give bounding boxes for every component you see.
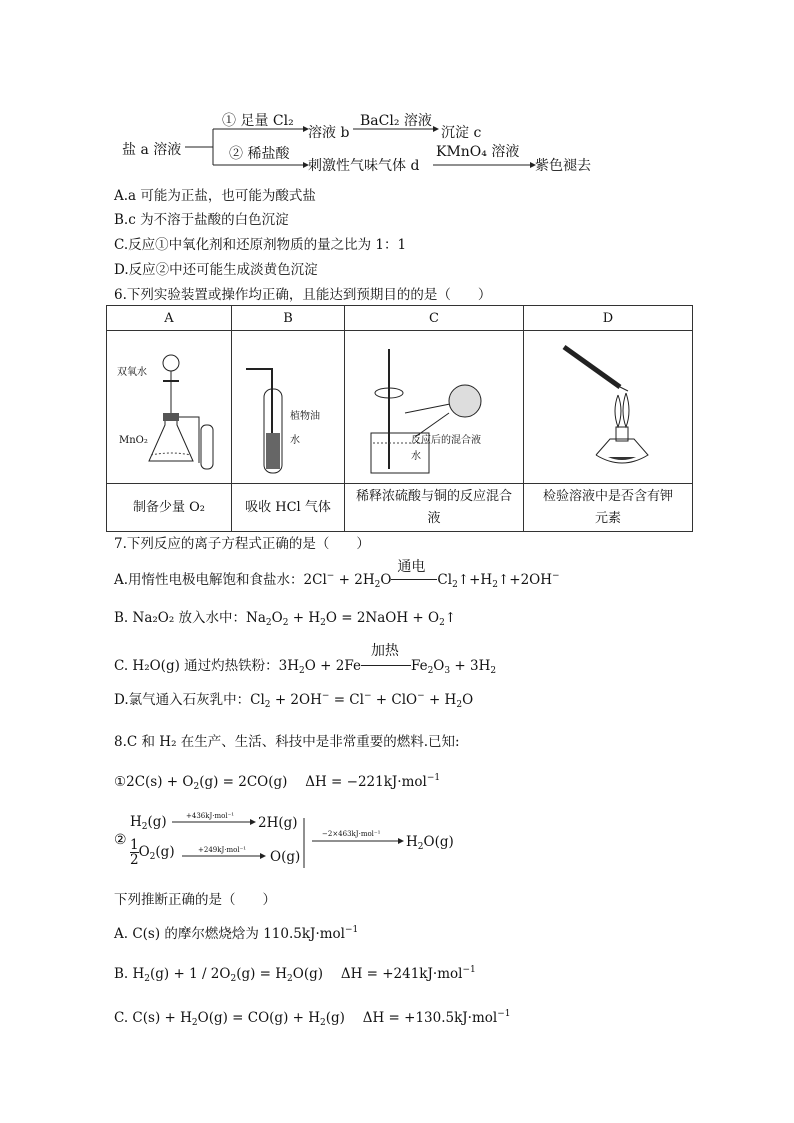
header-a: A xyxy=(107,306,232,331)
q7-c-products: $Fe_2O_3 + 3H_2$ xyxy=(410,658,497,676)
q8-h2: $H_2(g)$ xyxy=(130,814,167,832)
label-mixture: 反应后的混合液 xyxy=(411,435,481,446)
flow-top-condition2: BaCl₂ 溶液 xyxy=(360,113,432,129)
caption-a: 制备少量 O₂ xyxy=(107,484,232,532)
q8-option-a-text: A. C(s) 的摩尔燃烧焓为 110.5kJ·mol xyxy=(114,926,345,942)
q8-arrow1-label: +436kJ·mol⁻¹ xyxy=(186,812,235,820)
q8-o: O(g) xyxy=(270,849,301,865)
q7-c-condition: 加热 xyxy=(370,643,399,659)
q8-half-o2: $\frac{1}{2}$ $O_2(g)$ xyxy=(130,837,175,868)
q7-option-b-prefix: B. Na₂O₂ 放入水中： xyxy=(114,610,247,626)
apparatus-c xyxy=(345,331,524,484)
q8-option-b: B. $H_2(g) + 1 / 2O_2(g) = H_2O(g)$ ΔH = +241kJ·mol$^{-1}$ xyxy=(114,965,476,984)
caption-c: 稀释浓硫酸与铜的反应混合液 xyxy=(345,484,524,532)
q7-option-d-prefix: D.氯气通入石灰乳中： xyxy=(114,692,251,708)
flow-top-condition: ① 足量 Cl₂ xyxy=(222,113,294,129)
flow-bottom-product: 刺激性气味气体 d xyxy=(308,158,420,174)
q5-option-c: C.反应①中氧化剂和还原剂物质的量之比为 1：1 xyxy=(114,237,407,253)
caption-d: 检验溶液中是否含有钾元素 xyxy=(524,484,693,532)
q5-option-a: A.a 可能为正盐，也可能为酸式盐 xyxy=(114,188,316,204)
q8-option-c: C. $C(s) + H_2O(g) = CO(g) + H_2(g)$ ΔH = +130.5kJ·mol$^{-1}$ xyxy=(114,1009,511,1028)
q8-arrow3-label: −2×463kJ·mol⁻¹ xyxy=(322,830,381,838)
q7-option-a xyxy=(114,559,560,590)
label-water-c: 水 xyxy=(411,451,421,462)
q7-option-c xyxy=(114,643,497,676)
q7-a-equation: $2Cl^- + 2H_2O$ xyxy=(303,571,392,590)
apparatus-a xyxy=(107,331,232,484)
flow-bottom-condition: ② 稀盐酸 xyxy=(229,146,290,162)
q7-option-b xyxy=(114,606,456,628)
q8-ask: 下列推断正确的是（ ） xyxy=(114,892,276,908)
flow-bottom-condition2: KMnO₄ 溶液 xyxy=(436,144,520,160)
q7-a-condition: 通电 xyxy=(397,559,426,575)
test-tube-drawing xyxy=(232,333,344,481)
apparatus-d xyxy=(524,331,693,484)
flask-drawing xyxy=(107,333,231,481)
label-mno2: MnO₂ xyxy=(119,435,148,446)
q8-h2o: $H_2O(g)$ xyxy=(406,834,454,852)
flow-top-product: 溶液 b xyxy=(308,125,350,141)
q8-option-a-sup: −1 xyxy=(344,925,359,935)
q7-c-reactants: $3H_2O + 2Fe$ xyxy=(278,658,361,676)
flow-top-product2: 沉淀 c xyxy=(441,125,482,141)
q8-2h: 2H(g) xyxy=(258,815,298,831)
flame-test-drawing xyxy=(524,331,692,479)
experiment-table xyxy=(106,305,693,532)
q8-option-a xyxy=(114,922,358,942)
label-hydrogen-peroxide: 双氧水 xyxy=(117,367,147,378)
q7-d-equation: $Cl_2 + 2OH^- = Cl^- + ClO^- + H_2O$ xyxy=(250,691,474,710)
header-b: B xyxy=(232,306,345,331)
flow-bottom-product2: 紫色褪去 xyxy=(535,158,591,174)
q7-stem: 7.下列反应的离子方程式正确的是（ ） xyxy=(114,536,370,552)
caption-b: 吸收 HCl 气体 xyxy=(232,484,345,532)
q8-arrow2-label: +249kJ·mol⁻¹ xyxy=(198,846,247,854)
q5-option-b: B.c 为不溶于盐酸的白色沉淀 xyxy=(114,212,289,228)
label-vegetable-oil: 植物油 xyxy=(290,411,320,422)
q7-option-c-prefix: C. H₂O(g) 通过灼热铁粉： xyxy=(114,658,279,674)
apparatus-b xyxy=(232,331,345,484)
q8-circled-2: ② xyxy=(114,832,127,848)
q7-option-d xyxy=(114,688,473,710)
header-d: D xyxy=(524,306,693,331)
q7-b-equation: $Na_2O_2 + H_2O$ = 2NaOH + $O_2↑$ xyxy=(246,610,457,628)
label-water: 水 xyxy=(290,435,300,446)
flow-start: 盐 a 溶液 xyxy=(122,142,182,158)
q7-a-products: $Cl_2↑+H_2↑+2OH^-$ xyxy=(437,571,560,590)
q6-stem: 6.下列实验装置或操作均正确，且能达到预期目的的是（ ） xyxy=(114,287,492,303)
q7-option-a-prefix: A.用惰性电极电解饱和食盐水： xyxy=(114,572,304,588)
dilution-drawing xyxy=(345,333,523,481)
q5-option-d: D.反应②中还可能生成淡黄色沉淀 xyxy=(114,262,318,278)
header-c: C xyxy=(345,306,524,331)
q8-reaction-1: ①2C(s) + $O_2(g) = 2CO(g)$ ΔH = −221kJ·mol$^{-1}$ xyxy=(114,773,441,792)
q8-stem: 8.C 和 H₂ 在生产、生活、科技中是非常重要的燃料.已知: xyxy=(114,734,460,750)
